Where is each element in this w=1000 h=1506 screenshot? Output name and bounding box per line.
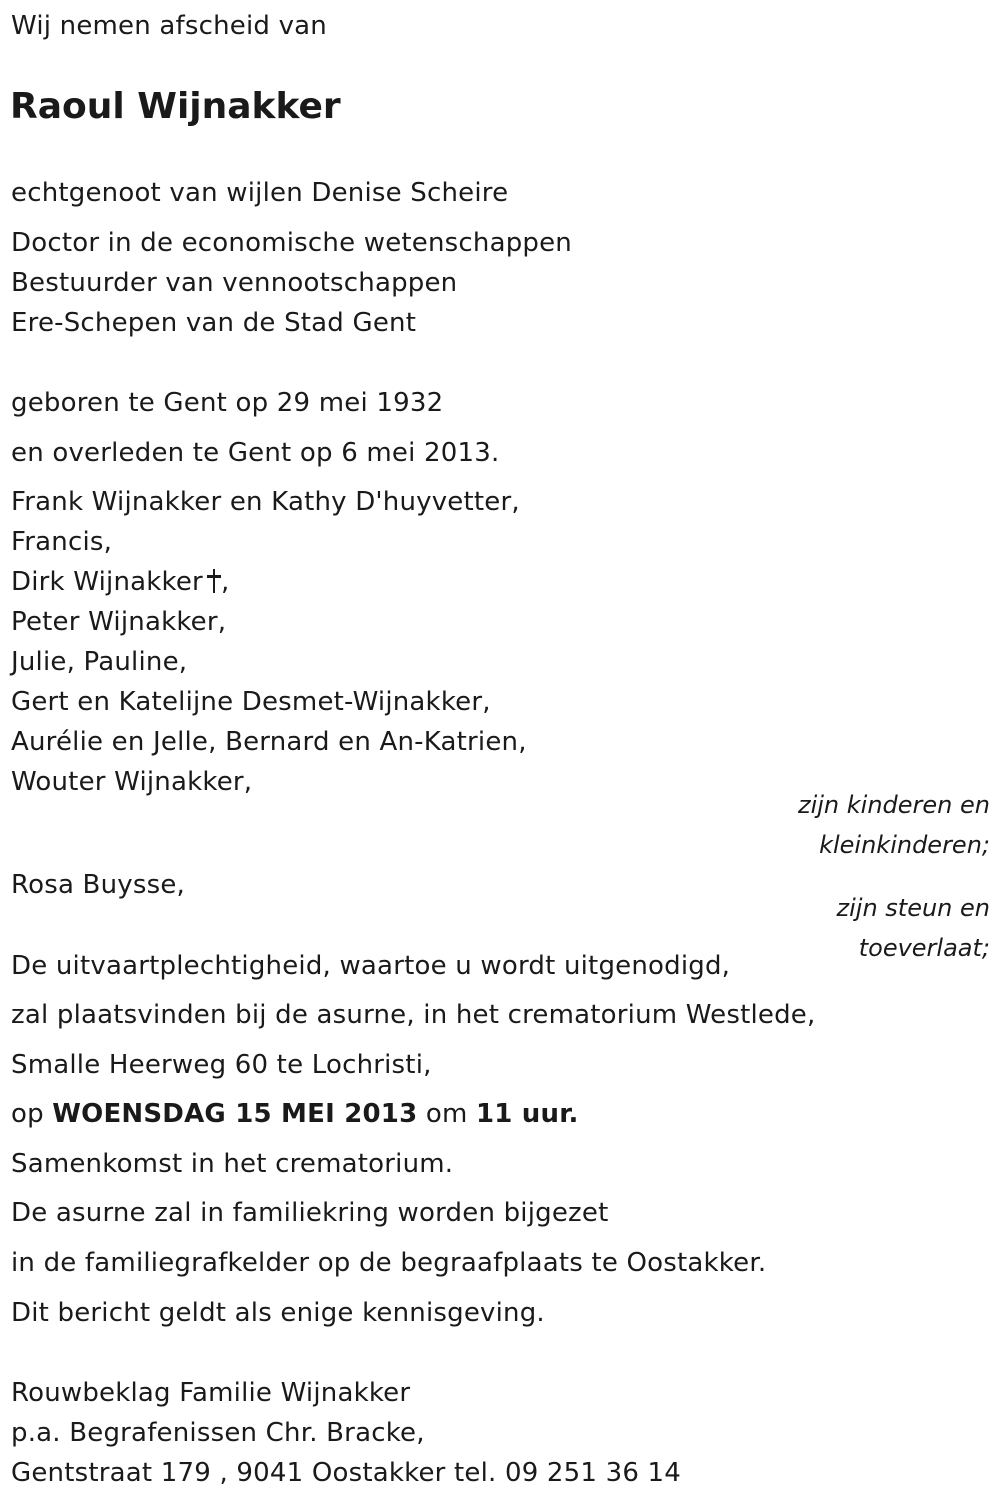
title-line: Ere-Schepen van de Stad Gent bbox=[11, 308, 417, 338]
family-line-with-cross bbox=[11, 566, 229, 598]
date-prefix: op bbox=[11, 1099, 53, 1129]
family-line: Frank Wijnakker en Kathy D'huyvetter, bbox=[11, 487, 520, 517]
title-line: Bestuurder van vennootschappen bbox=[11, 268, 458, 298]
deceased-name: Raoul Wijnakker bbox=[10, 86, 341, 127]
spouse-line: echtgenoot van wijlen Denise Scheire bbox=[11, 178, 509, 208]
family-member-comma: , bbox=[220, 567, 230, 597]
ceremony-date: WOENSDAG 15 MEI 2013 bbox=[52, 1099, 418, 1129]
ceremony-time: 11 uur. bbox=[475, 1099, 579, 1129]
family-role-line: zijn kinderen en bbox=[798, 791, 990, 819]
support-role-line: zijn steun en bbox=[836, 894, 990, 922]
contact-line: Gentstraat 179 , 9041 Oostakker tel. 09 251 36 14 bbox=[11, 1458, 682, 1488]
family-line: Wouter Wijnakker, bbox=[11, 767, 253, 797]
birth-line: geboren te Gent op 29 mei 1932 bbox=[11, 388, 444, 418]
ceremony-line: zal plaatsvinden bij de asurne, in het crematorium Westlede, bbox=[11, 1000, 816, 1030]
title-line: Doctor in de economische wetenschappen bbox=[11, 228, 572, 258]
ceremony-date-line bbox=[11, 1098, 579, 1130]
family-line: Peter Wijnakker, bbox=[11, 607, 227, 637]
announcement-intro: Wij nemen afscheid van bbox=[11, 11, 327, 41]
ceremony-line: in de familiegrafkelder op de begraafplaats te Oostakker. bbox=[11, 1248, 767, 1278]
family-line: Julie, Pauline, bbox=[11, 647, 188, 677]
ceremony-line: Dit bericht geldt als enige kennisgeving. bbox=[11, 1298, 545, 1328]
family-line: Aurélie en Jelle, Bernard en An-Katrien, bbox=[11, 727, 527, 757]
ceremony-line: De uitvaartplechtigheid, waartoe u wordt uitgenodigd, bbox=[11, 951, 731, 981]
support-name: Rosa Buysse, bbox=[11, 870, 186, 900]
family-line: Francis, bbox=[11, 527, 113, 557]
family-member-name: Dirk Wijnakker bbox=[11, 567, 203, 597]
time-prefix: om bbox=[417, 1099, 476, 1129]
cross-icon bbox=[207, 569, 221, 593]
family-line: Gert en Katelijne Desmet-Wijnakker, bbox=[11, 687, 491, 717]
death-line: en overleden te Gent op 6 mei 2013. bbox=[11, 438, 500, 468]
family-role-line: kleinkinderen; bbox=[819, 831, 990, 859]
ceremony-line: Samenkomst in het crematorium. bbox=[11, 1149, 454, 1179]
ceremony-line: De asurne zal in familiekring worden bijgezet bbox=[11, 1198, 609, 1228]
contact-line: p.a. Begrafenissen Chr. Bracke, bbox=[11, 1418, 425, 1448]
ceremony-line: Smalle Heerweg 60 te Lochristi, bbox=[11, 1050, 432, 1080]
contact-line: Rouwbeklag Familie Wijnakker bbox=[11, 1378, 411, 1408]
support-role-line: toeverlaat; bbox=[858, 934, 990, 962]
